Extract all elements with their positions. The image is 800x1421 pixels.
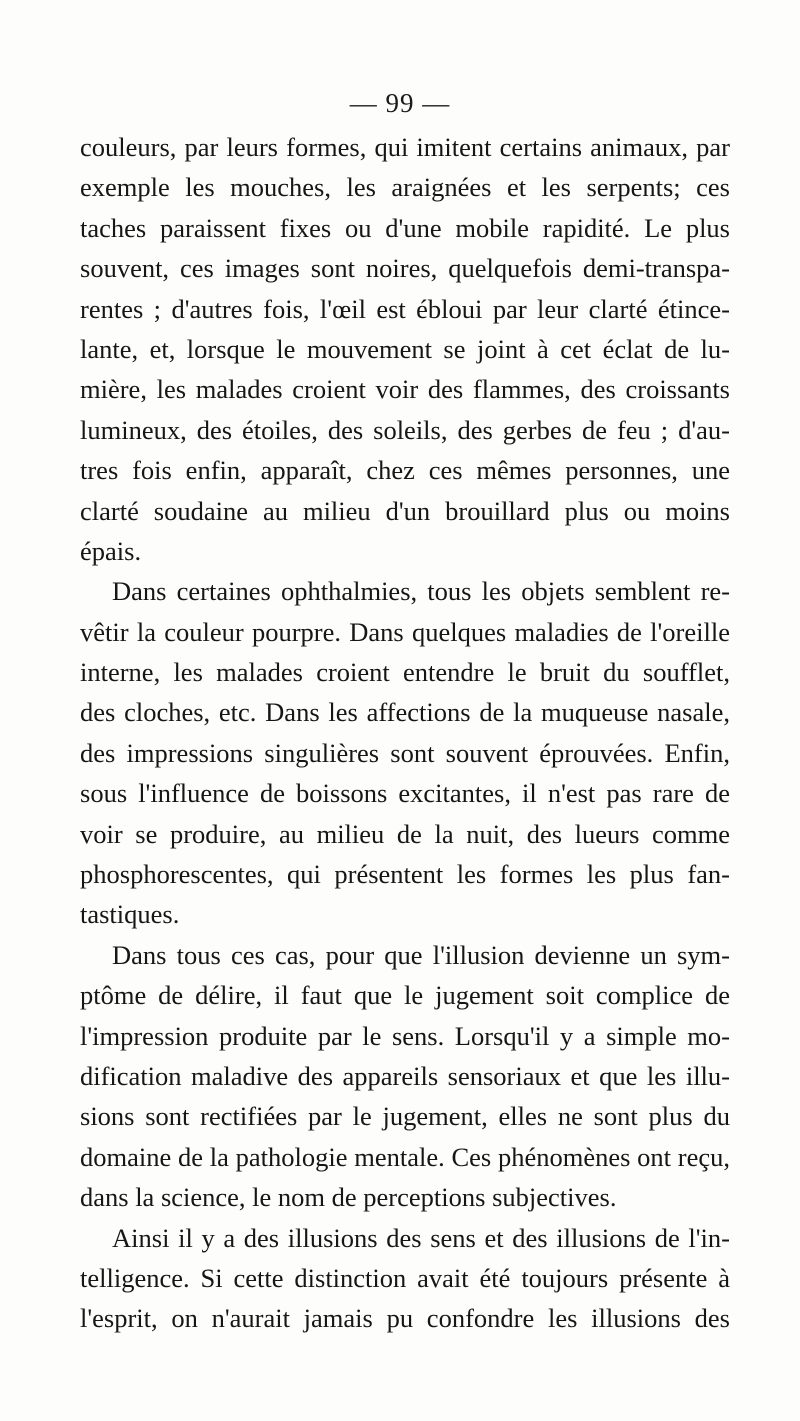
text-line: voir se produire, au milieu de la nuit, des lueurs comme [80,818,730,849]
text-line: couleurs, par leurs formes, qui imitent certains animaux, par [80,132,730,162]
text-line: rentes ; d'autres fois, l'œil est ébloui par leur clarté étince- [80,293,730,324]
text-line: domaine de la pathologie mentale. Ces phénomènes ont reçu, [80,1141,730,1172]
text-line: des impressions singulières sont souvent éprouvées. Enfin, [80,737,730,768]
text-line: mière, les malades croient voir des flammes, des croissants [80,374,730,405]
text-line: des cloches, etc. Dans les affections de la muqueuse nasale, [80,697,730,728]
text-line: l'impression produite par le sens. Lorsqu'il y a simple mo- [80,1020,730,1051]
text-line: Dans tous ces cas, pour que l'illusion devienne un sym- [112,939,730,970]
text-line: sous l'influence de boissons excitantes, il n'est pas rare de [80,778,730,809]
text-line: Ainsi il y a des illusions des sens et des illusions de l'in- [112,1222,730,1253]
text-line: lumineux, des étoiles, des soleils, des gerbes de feu ; d'au- [80,414,730,445]
text-line: clarté soudaine au milieu d'un brouillard plus ou moins [80,495,730,526]
body-text [80,127,730,1339]
text-line: vêtir la couleur pourpre. Dans quelques maladies de l'oreille [80,616,730,647]
text-line: taches paraissent fixes ou d'une mobile rapidité. Le plus [80,212,730,243]
text-line: telligence. Si cette distinction avait été toujours présente à [80,1262,730,1293]
text-line: dans la science, le nom de perceptions subjectives. [80,1182,617,1213]
text-line: phosphorescentes, qui présentent les formes les plus fan- [80,859,730,890]
text-line: lante, et, lorsque le mouvement se joint à cet éclat de lu- [80,333,730,364]
text-line: ptôme de délire, il faut que le jugement soit complice de [80,980,730,1011]
page-number: — 99 — [349,88,451,118]
text-line: l'esprit, on n'aurait jamais pu confondre les illusions des [80,1303,730,1334]
text-line: interne, les malades croient entendre le bruit du soufflet, [80,657,730,688]
text-line: dification maladive des appareils sensoriaux et que les illu- [80,1060,730,1091]
text-line: souvent, ces images sont noires, quelquefois demi-transpa- [80,253,730,284]
text-line: tastiques. [80,899,180,930]
text-line: tres fois enfin, apparaît, chez ces mêmes personnes, une [80,455,730,486]
text-line: exemple les mouches, les araignées et les serpents; ces [80,172,730,203]
text-line: épais. [80,535,142,566]
text-line: sions sont rectifiées par le jugement, elles ne sont plus du [80,1101,730,1132]
text-line: Dans certaines ophthalmies, tous les objets semblent re- [112,576,730,607]
